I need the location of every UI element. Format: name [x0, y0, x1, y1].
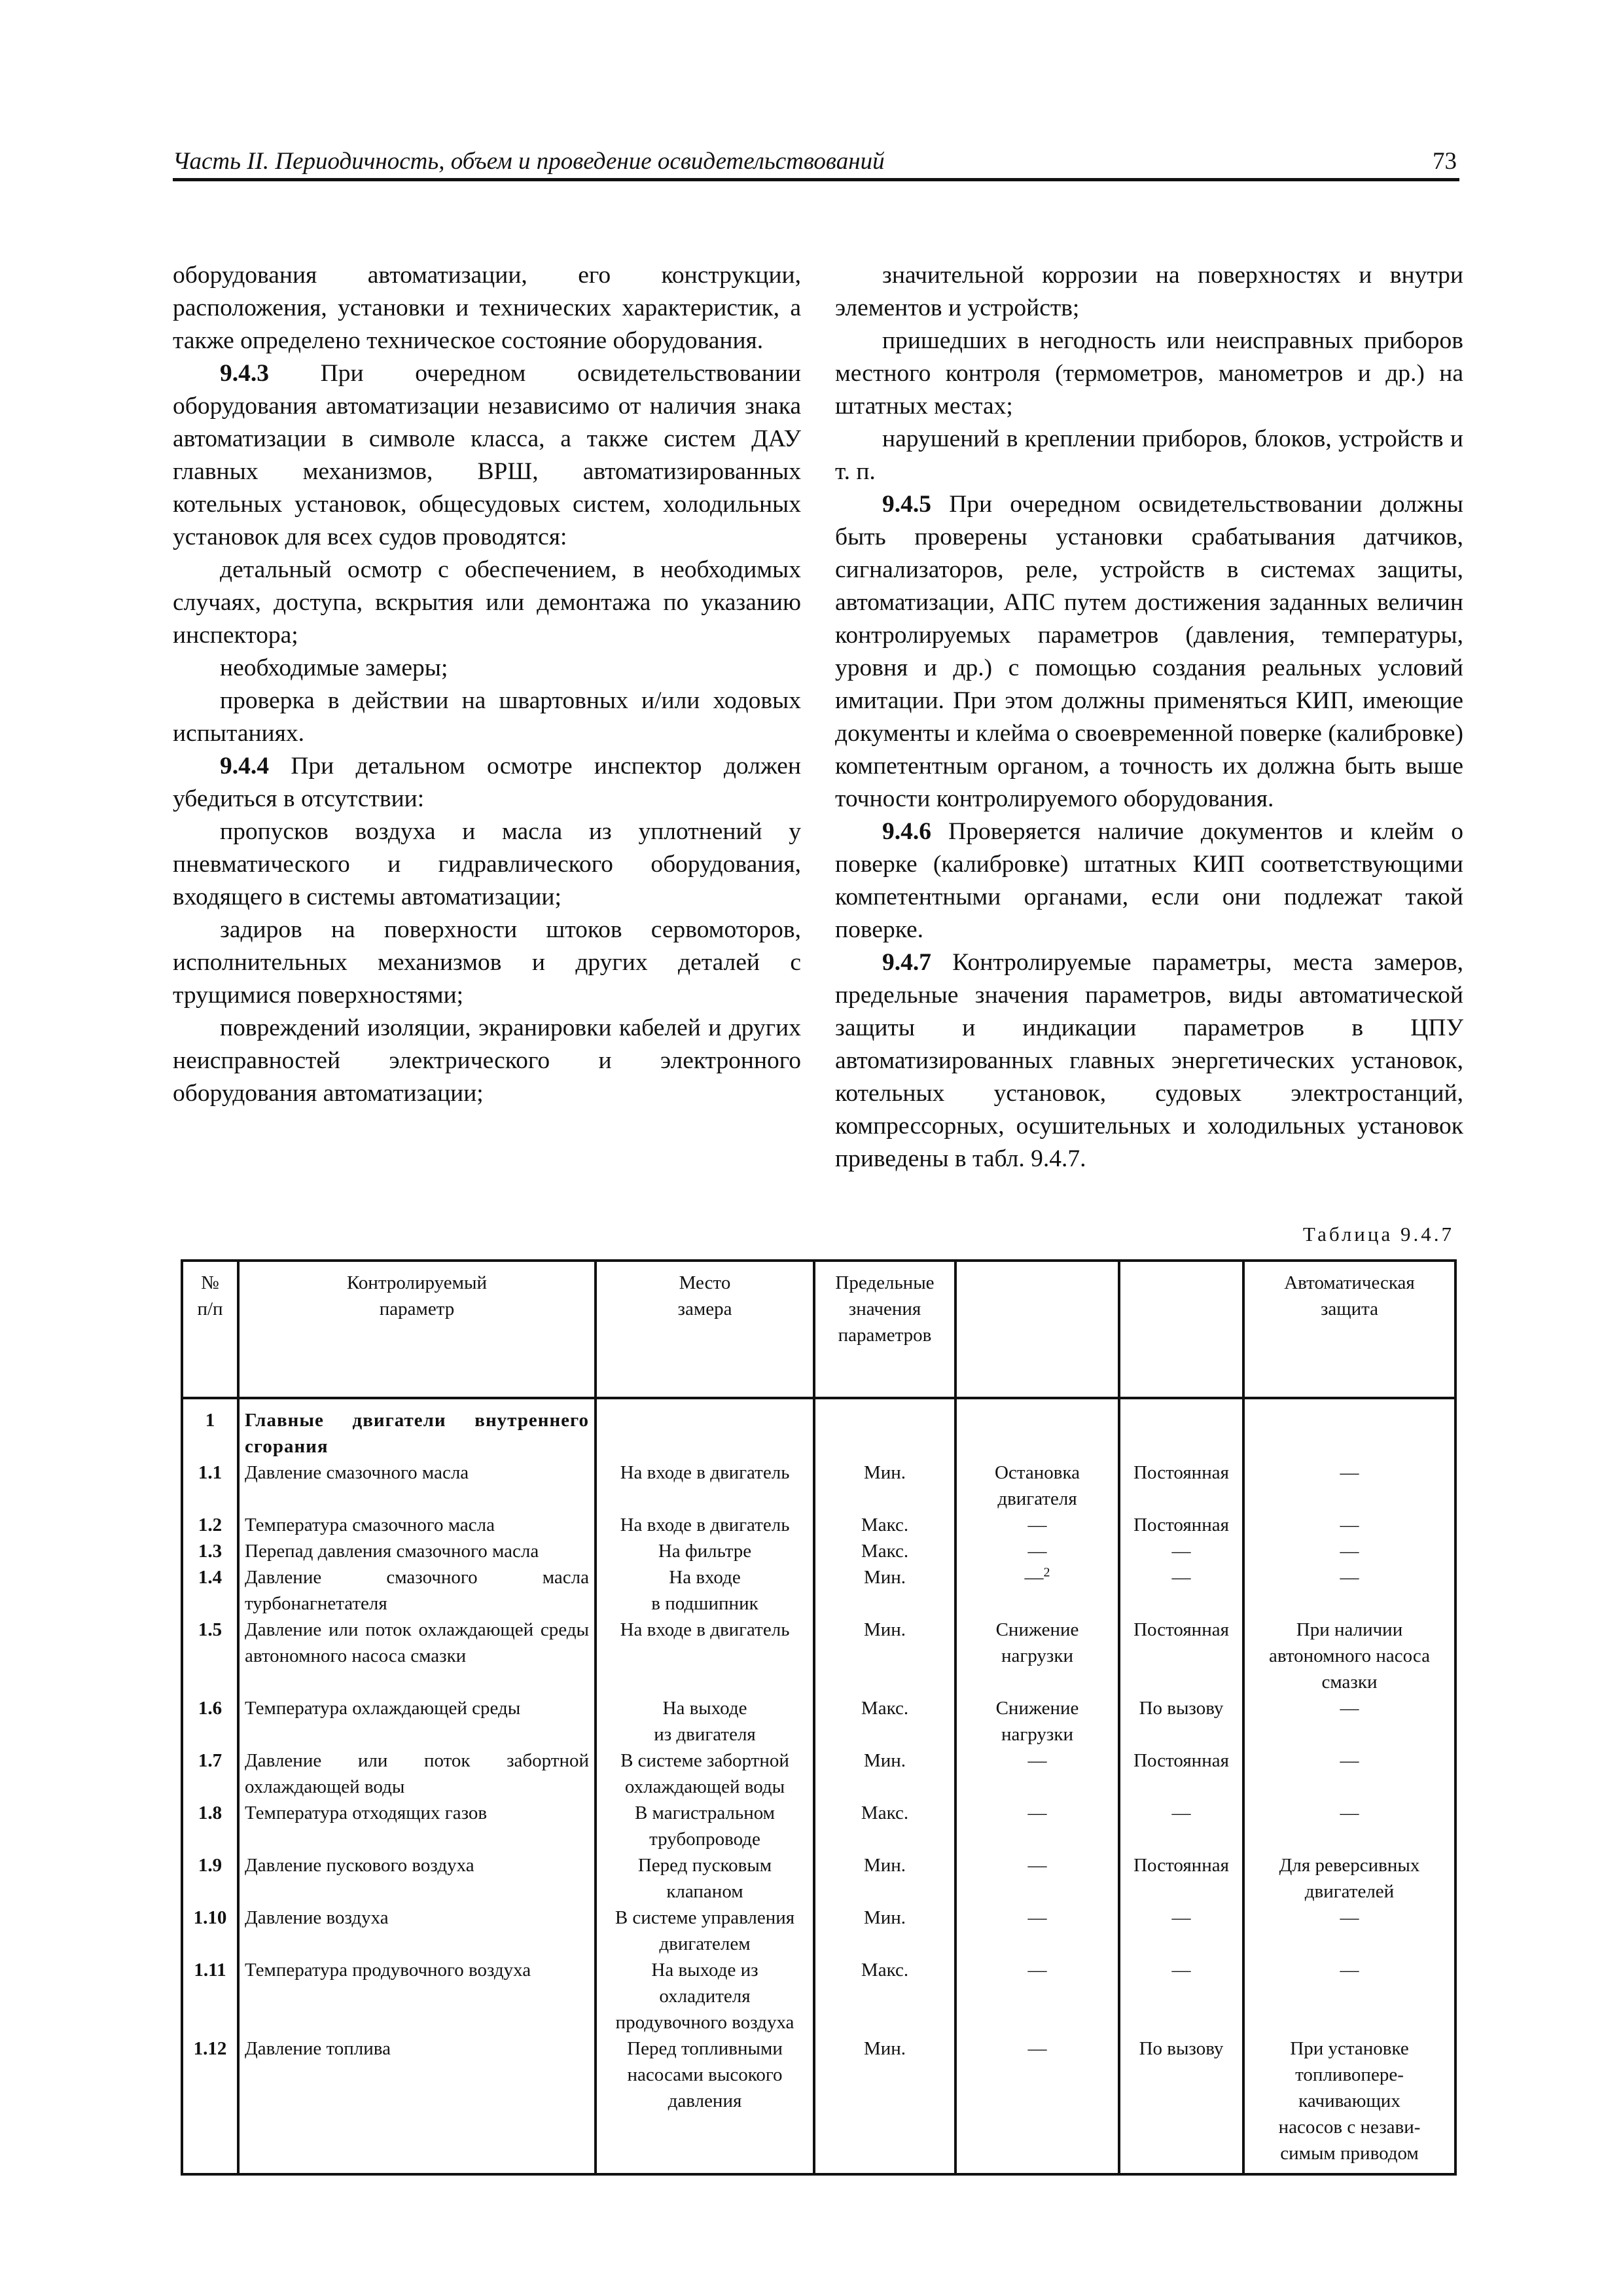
- cell-number: 1.2: [182, 1512, 238, 1538]
- cell-parameter: Давление топлива: [238, 2036, 596, 2174]
- cell-parameter: Давление воздуха: [238, 1905, 596, 1957]
- cell-number: 1.7: [182, 1748, 238, 1800]
- section-number: 9.4.6: [882, 818, 931, 845]
- cell-place: В магистральном трубопроводе: [596, 1800, 814, 1852]
- paragraph: [173, 1012, 801, 1110]
- paragraph: [835, 488, 1463, 816]
- paragraph-text: повреждений изоляции, экранировки кабелей и других неисправностей электрического и электронного оборудования автоматизации;: [173, 1014, 801, 1107]
- table-row: [182, 1512, 1455, 1538]
- paragraph-text: проверка в действии на швартовных и/или ходовых испытаниях.: [173, 687, 801, 747]
- cell-place: Перед пусковым клапаном: [596, 1852, 814, 1905]
- cell-limit: Макс.: [814, 1538, 955, 1564]
- header-protection: Автоматическая защита: [1243, 1261, 1455, 1398]
- paragraph-text: Контролируемые параметры, места замеров, предельные значения параметров, виды автоматической защиты и индикации параметров в ЦПУ автоматизированных главных энергетических установок, котельных установок, судовых электростанций, компрессорных, осушительных и холодильных установок приведены в табл. 9.4.7.: [835, 949, 1463, 1172]
- cell-number: 1.10: [182, 1905, 238, 1957]
- cell-signal: По вызову: [1119, 1695, 1243, 1748]
- cell-protection: —: [1243, 1957, 1455, 2036]
- cell-action: —: [955, 2036, 1119, 2174]
- cell-number: 1.3: [182, 1538, 238, 1564]
- paragraph-text: необходимые замеры;: [220, 655, 448, 681]
- cell-protection: —: [1243, 1512, 1455, 1538]
- cell-protection: [1243, 1398, 1455, 1460]
- footnote-mark: 2: [1043, 1565, 1050, 1580]
- cell-limit: Макс.: [814, 1512, 955, 1538]
- cell-number: 1.12: [182, 2036, 238, 2174]
- cell-signal: [1119, 1398, 1243, 1460]
- cell-protection: —: [1243, 1748, 1455, 1800]
- cell-action: —: [955, 1748, 1119, 1800]
- paragraph: [835, 259, 1463, 325]
- cell-number: 1: [182, 1398, 238, 1460]
- cell-signal: Постоянная: [1119, 1748, 1243, 1800]
- paragraph-text: нарушений в креплении приборов, блоков, устройств и т. п.: [835, 425, 1463, 485]
- parameters-table: [181, 1259, 1457, 2176]
- paragraph-text: При очередном освидетельствовании должны быть проверены установки срабатывания датчиков, сигнализаторов, реле, устройств в системах защиты, автоматизации, АПС путем достижения заданных величин контролируемых параметров (давления, температуры, уровня и др.) с помощью создания реальных условий имитации. При этом должны применяться КИП, имеющие документы и клейма о своевременной поверке (калибровке) компетентным органом, а точность их должна быть выше точности контролируемого оборудования.: [835, 491, 1463, 812]
- cell-parameter: Температура смазочного масла: [238, 1512, 596, 1538]
- paragraph: [173, 914, 801, 1012]
- paragraph-text: детальный осмотр с обеспечением, в необходимых случаях, доступа, вскрытия или демонтажа по указанию инспектора;: [173, 556, 801, 649]
- cell-place: [596, 1398, 814, 1460]
- table-row: [182, 1617, 1455, 1695]
- cell-place: На фильтре: [596, 1538, 814, 1564]
- cell-action: Снижение нагрузки: [955, 1617, 1119, 1695]
- header-parameter: Контролируемый параметр: [238, 1261, 596, 1398]
- header-column-6: [1119, 1261, 1243, 1398]
- left-text-column: [173, 259, 801, 1110]
- cell-place: На входе в двигатель: [596, 1617, 814, 1695]
- cell-parameter: Давление или поток забортной охлаждающей воды: [238, 1748, 596, 1800]
- cell-signal: Постоянная: [1119, 1852, 1243, 1905]
- table-header-row: [182, 1261, 1455, 1398]
- cell-limit: Мин.: [814, 1460, 955, 1512]
- cell-parameter: Температура охлаждающей среды: [238, 1695, 596, 1748]
- cell-protection: —: [1243, 1905, 1455, 1957]
- cell-place: В системе управления двигателем: [596, 1905, 814, 1957]
- cell-parameter: Давление или поток охлаждающей среды автономного насоса смазки: [238, 1617, 596, 1695]
- paragraph: [173, 357, 801, 554]
- table-row: [182, 1695, 1455, 1748]
- paragraph-text: значительной коррозии на поверхностях и внутри элементов и устройств;: [835, 262, 1463, 321]
- cell-limit: Макс.: [814, 1695, 955, 1748]
- cell-signal: —: [1119, 1538, 1243, 1564]
- cell-parameter: Давление смазочного масла турбонагнетателя: [238, 1564, 596, 1617]
- table-caption: Таблица 9.4.7: [1302, 1223, 1454, 1246]
- cell-number: 1.6: [182, 1695, 238, 1748]
- cell-group-title: Главные двигатели внутреннего сгорания: [238, 1398, 596, 1460]
- header-number: № п/п: [182, 1261, 238, 1398]
- cell-parameter: Давление смазочного масла: [238, 1460, 596, 1512]
- section-number: 9.4.7: [882, 949, 931, 976]
- paragraph-text: Проверяется наличие документов и клейм о поверке (калибровке) штатных КИП соответствующими компетентными органами, если они подлежат такой поверке.: [835, 818, 1463, 943]
- paragraph: [173, 652, 801, 685]
- paragraph: [835, 423, 1463, 488]
- paragraph-text: задиров на поверхности штоков сервомоторов, исполнительных механизмов и других деталей с трущимися поверхностями;: [173, 916, 801, 1009]
- right-text-column: [835, 259, 1463, 1175]
- paragraph: [835, 325, 1463, 423]
- header-limit-values: Предельные значения параметров: [814, 1261, 955, 1398]
- cell-action: —: [955, 1905, 1119, 1957]
- table-row: [182, 2036, 1455, 2174]
- table-row: [182, 1538, 1455, 1564]
- cell-action: —: [955, 1957, 1119, 2036]
- table-row: [182, 1460, 1455, 1512]
- cell-number: 1.8: [182, 1800, 238, 1852]
- page-number: 73: [1433, 148, 1457, 175]
- cell-number: 1.9: [182, 1852, 238, 1905]
- paragraph-text: При очередном освидетельствовании оборудования автоматизации независимо от наличия знака автоматизации в символе класса, а также систем ДАУ главных механизмов, ВРШ, автоматизированных котельных установок, общесудовых систем, холодильных установок для всех судов проводятся:: [173, 360, 801, 550]
- paragraph-text: оборудования автоматизации, его конструкции, расположения, установки и технических характеристик, а также определено техническое состояние оборудования.: [173, 262, 801, 354]
- paragraph-text: пришедших в негодность или неисправных приборов местного контроля (термометров, манометров и др.) на штатных местах;: [835, 327, 1463, 420]
- cell-limit: [814, 1398, 955, 1460]
- cell-protection: —: [1243, 1538, 1455, 1564]
- cell-place: На выходе из охладителя продувочного воздуха: [596, 1957, 814, 2036]
- cell-protection: —: [1243, 1695, 1455, 1748]
- cell-limit: Мин.: [814, 1852, 955, 1905]
- cell-limit: Мин.: [814, 1748, 955, 1800]
- header-column-5: [955, 1261, 1119, 1398]
- cell-action: [955, 1398, 1119, 1460]
- cell-parameter: Давление пускового воздуха: [238, 1852, 596, 1905]
- cell-number: 1.11: [182, 1957, 238, 2036]
- cell-action: Снижение нагрузки: [955, 1695, 1119, 1748]
- cell-protection: —: [1243, 1800, 1455, 1852]
- section-number: 9.4.5: [882, 491, 931, 518]
- cell-limit: Мин.: [814, 2036, 955, 2174]
- paragraph: [173, 259, 801, 357]
- table-row: [182, 1564, 1455, 1617]
- section-number: 9.4.4: [220, 753, 269, 780]
- cell-place: На входе в двигатель: [596, 1460, 814, 1512]
- cell-place: Перед топливными насосами высокого давления: [596, 2036, 814, 2174]
- table-row: [182, 1398, 1455, 1460]
- cell-action: —: [955, 1852, 1119, 1905]
- cell-parameter: Температура продувочного воздуха: [238, 1957, 596, 2036]
- running-title: Часть II. Периодичность, объем и проведение освидетельствований: [173, 148, 885, 175]
- cell-limit: Макс.: [814, 1957, 955, 2036]
- cell-protection: —: [1243, 1564, 1455, 1617]
- cell-signal: —: [1119, 1564, 1243, 1617]
- paragraph-text: пропусков воздуха и масла из уплотнений у пневматического и гидравлического оборудования, входящего в системы автоматизации;: [173, 818, 801, 910]
- paragraph-text: При детальном осмотре инспектор должен убедиться в отсутствии:: [173, 753, 801, 812]
- cell-signal: —: [1119, 1905, 1243, 1957]
- cell-signal: Постоянная: [1119, 1460, 1243, 1512]
- cell-limit: Мин.: [814, 1617, 955, 1695]
- cell-number: 1.1: [182, 1460, 238, 1512]
- paragraph: [173, 554, 801, 652]
- paragraph: [173, 750, 801, 816]
- cell-place: На выходе из двигателя: [596, 1695, 814, 1748]
- cell-signal: Постоянная: [1119, 1512, 1243, 1538]
- cell-protection: Для реверсивных двигателей: [1243, 1852, 1455, 1905]
- cell-action: Остановка двигателя: [955, 1460, 1119, 1512]
- table-row: [182, 1748, 1455, 1800]
- page-header: [173, 145, 1459, 181]
- cell-number: 1.5: [182, 1617, 238, 1695]
- cell-action: —: [955, 1538, 1119, 1564]
- cell-signal: —: [1119, 1800, 1243, 1852]
- cell-action: —: [955, 1800, 1119, 1852]
- cell-limit: Макс.: [814, 1800, 955, 1852]
- cell-number: 1.4: [182, 1564, 238, 1617]
- header-place: Место замера: [596, 1261, 814, 1398]
- cell-action: —: [955, 1512, 1119, 1538]
- cell-parameter: Температура отходящих газов: [238, 1800, 596, 1852]
- cell-place: На входе в подшипник: [596, 1564, 814, 1617]
- paragraph: [835, 816, 1463, 946]
- cell-parameter: Перепад давления смазочного масла: [238, 1538, 596, 1564]
- section-number: 9.4.3: [220, 360, 269, 387]
- cell-protection: При наличии автономного насоса смазки: [1243, 1617, 1455, 1695]
- cell-signal: По вызову: [1119, 2036, 1243, 2174]
- cell-limit: Мин.: [814, 1905, 955, 1957]
- table-row: [182, 1800, 1455, 1852]
- cell-signal: Постоянная: [1119, 1617, 1243, 1695]
- cell-limit: Мин.: [814, 1564, 955, 1617]
- paragraph: [835, 946, 1463, 1175]
- cell-protection: —: [1243, 1460, 1455, 1512]
- cell-signal: —: [1119, 1957, 1243, 2036]
- cell-protection: При установке топливопере- качивающих насосов с незави- симым приводом: [1243, 2036, 1455, 2174]
- paragraph: [173, 685, 801, 750]
- cell-place: В системе забортной охлаждающей воды: [596, 1748, 814, 1800]
- cell-action: —$^2$: [955, 1564, 1119, 1617]
- table-row: [182, 1852, 1455, 1905]
- cell-place: На входе в двигатель: [596, 1512, 814, 1538]
- paragraph: [173, 816, 801, 914]
- table-row: [182, 1905, 1455, 1957]
- table-row: [182, 1957, 1455, 2036]
